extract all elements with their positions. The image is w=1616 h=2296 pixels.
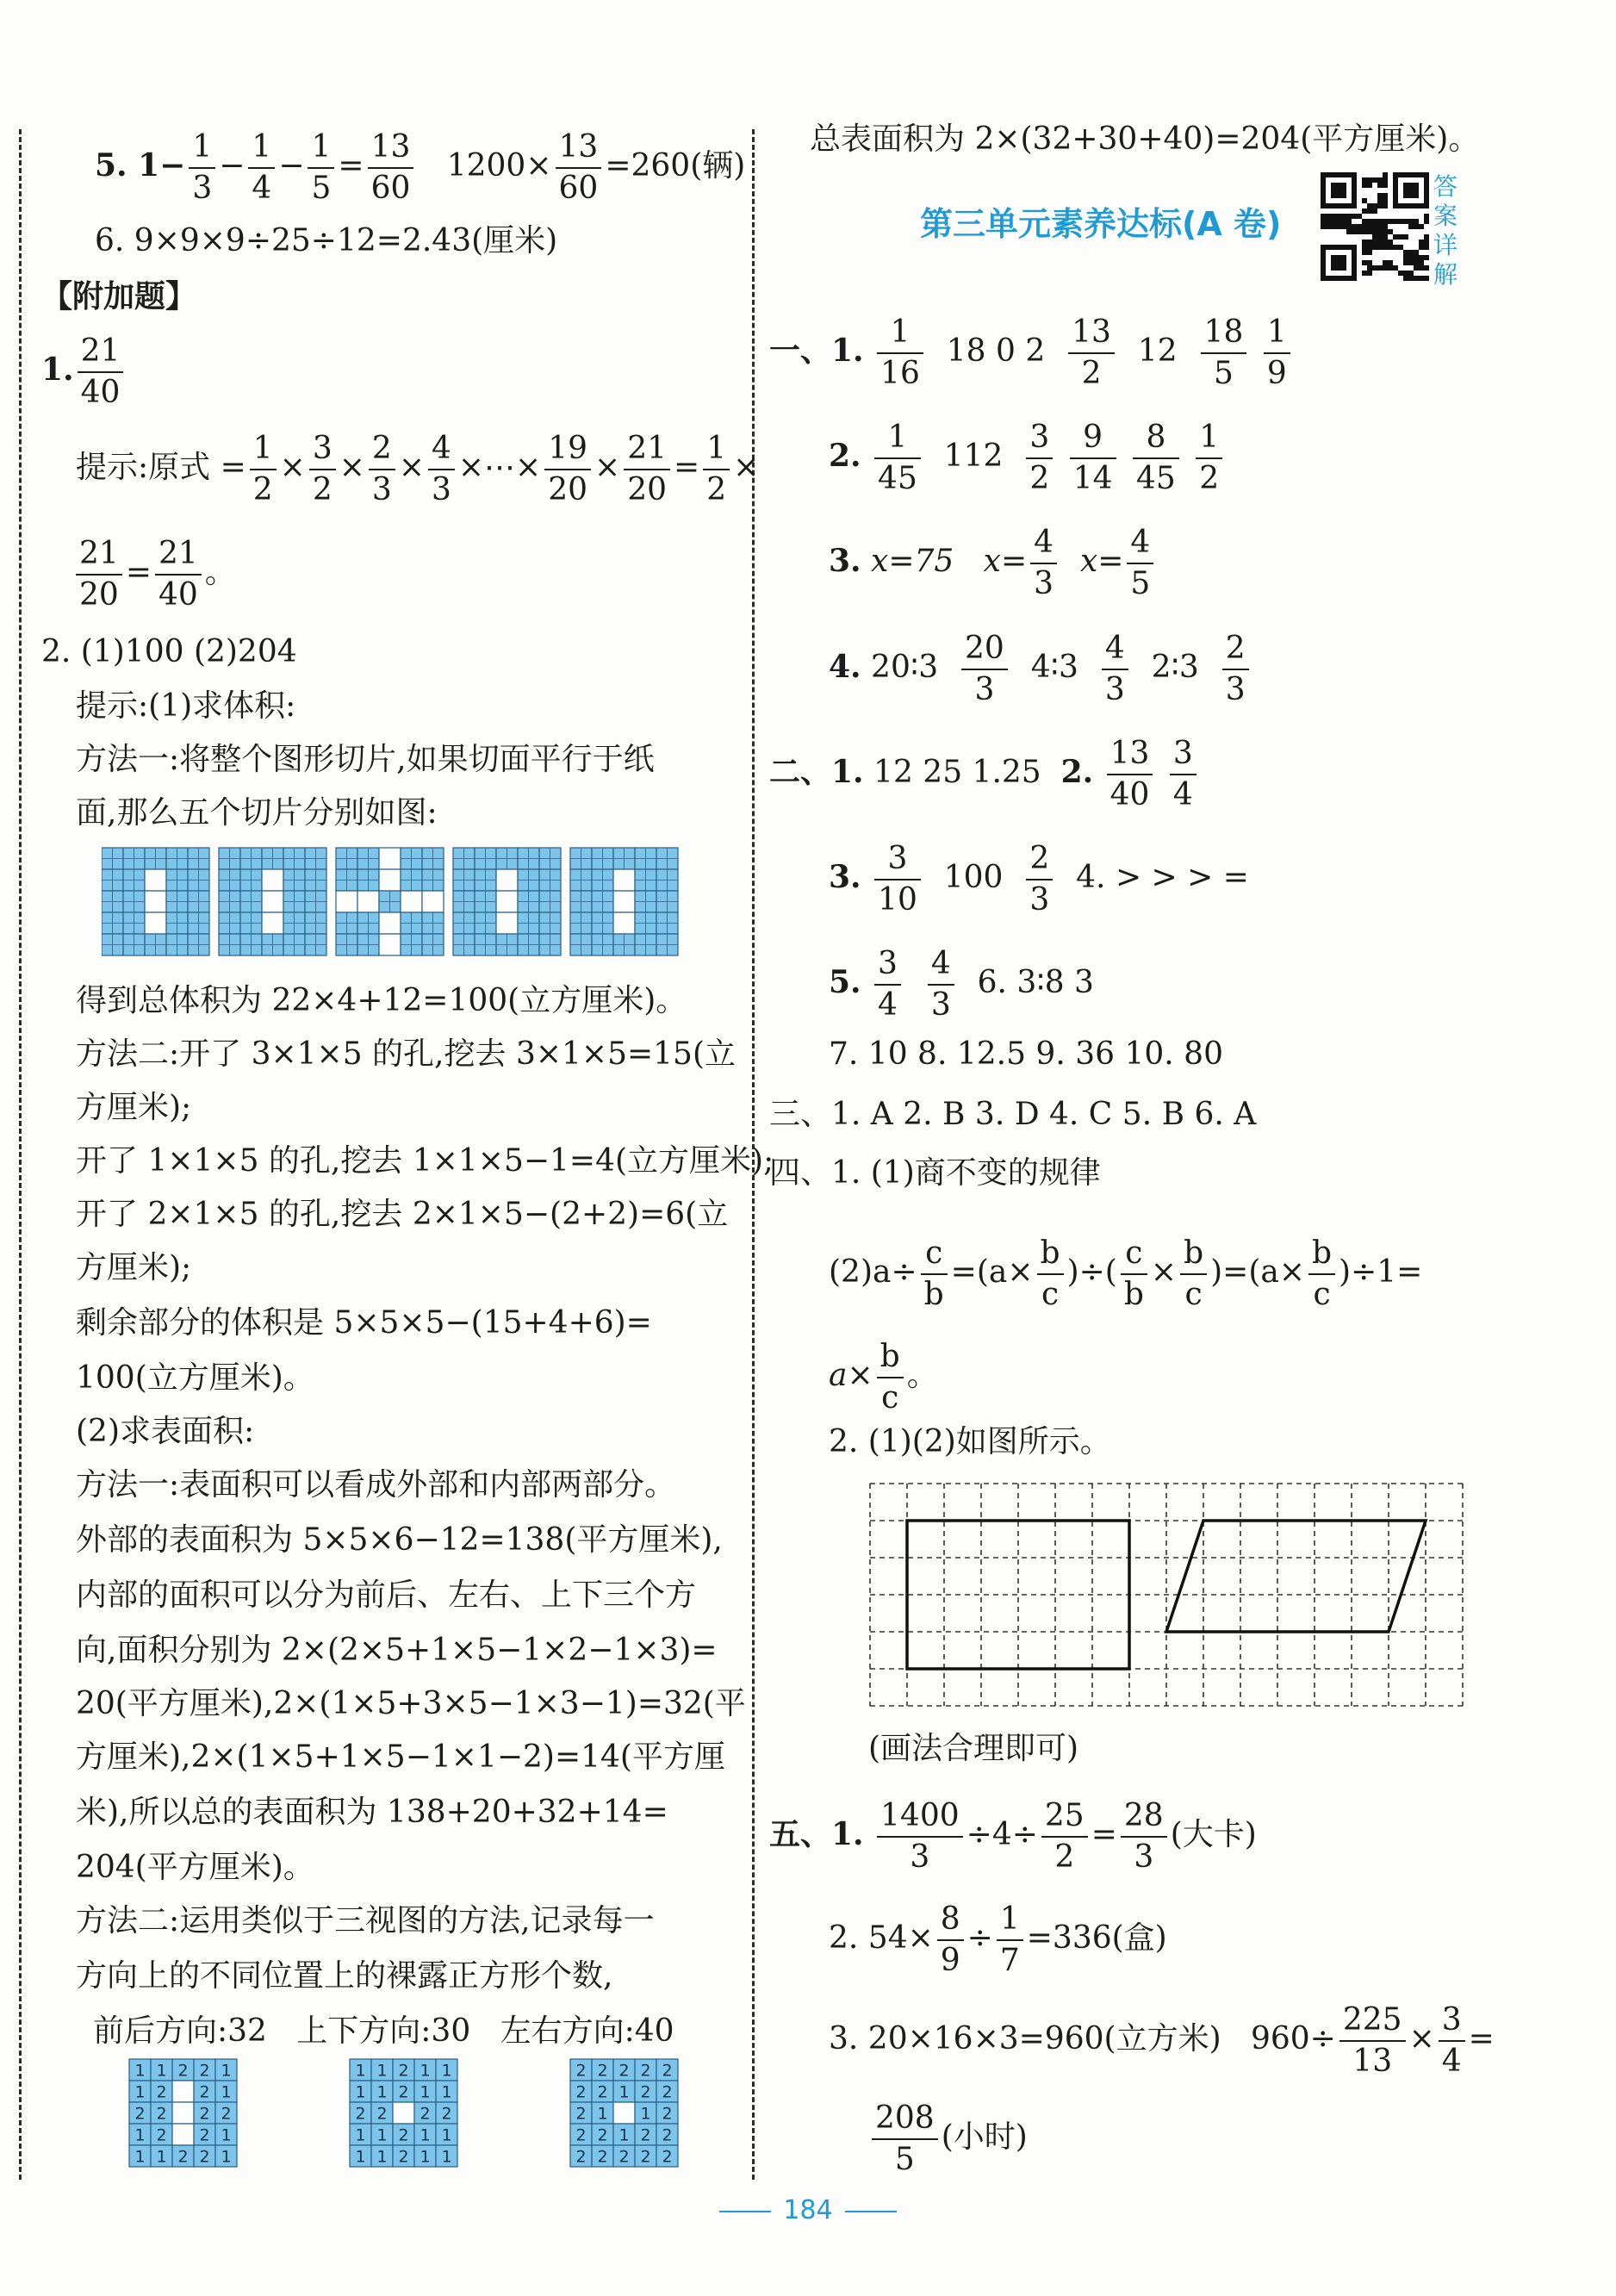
fraction: $\frac{13}{60}$ — [368, 128, 414, 208]
slice-cell — [401, 891, 422, 912]
view-count: 1 — [618, 2082, 630, 2102]
view-count: 1 — [376, 2061, 388, 2081]
view-count: 2 — [398, 2147, 409, 2167]
hint-line: 向,面积分别为 2×(2×5+1×5−1×2−1×3)= — [76, 1633, 718, 1668]
slice-cell — [357, 891, 379, 912]
section-title: 第三单元素养达标(A 卷) — [920, 205, 1282, 243]
view-front-grid — [127, 2057, 244, 2169]
view-count: 1 — [441, 2147, 452, 2167]
view-count: 2 — [134, 2104, 146, 2124]
part4-q1: 四、1. (1)商不变的规律 — [769, 1155, 1101, 1191]
slice-cell — [262, 912, 283, 934]
view-count: 2 — [156, 2125, 167, 2145]
part1-q1: 一、1. $\frac{1}{16}$ 18 0 2 $\frac{13}{2}$ 12 $\frac{18}{5}$ $\frac{1}{9}$ — [769, 313, 1294, 394]
qr-note: 答 案 详 解 — [1433, 172, 1458, 289]
drawn-parallelogram — [1166, 1521, 1426, 1632]
view-count: 1 — [420, 2082, 431, 2102]
hint-line: 内部的面积可以分为前后、左右、上下三个方 — [76, 1577, 697, 1613]
view-count: 2 — [199, 2061, 210, 2081]
slice-grid — [336, 848, 444, 955]
slice-cell — [145, 912, 166, 934]
answer-6: 6. 9×9×9÷25÷12=2.43(厘米) — [95, 223, 558, 258]
view-labels: 前后方向:32 上下方向:30 左右方向:40 — [93, 2013, 674, 2049]
view-count: 2 — [597, 2125, 608, 2145]
view-side-grid — [569, 2057, 685, 2169]
slice-cell — [379, 848, 401, 869]
view-count: 1 — [134, 2082, 146, 2102]
slice-grid — [219, 848, 326, 955]
view-count: 1 — [221, 2125, 232, 2145]
fraction: $\frac{1}{5}$ — [308, 128, 334, 208]
hint-line: 方法二:开了 3×1×5 的孔,挖去 3×1×5=15(立 — [76, 1036, 737, 1072]
view-cell — [172, 2102, 194, 2124]
hint-line: 开了 2×1×5 的孔,挖去 2×1×5−(2+2)=6(立 — [76, 1197, 729, 1232]
view-count: 2 — [398, 2125, 409, 2145]
fraction: $\frac{1}{4}$ — [248, 128, 275, 208]
view-count: 2 — [640, 2125, 651, 2145]
view-count: 2 — [156, 2082, 167, 2102]
slice-cell — [145, 891, 166, 912]
view-top-grid — [348, 2057, 464, 2169]
grid-drawing — [868, 1482, 1471, 1708]
view-count: 2 — [575, 2104, 587, 2124]
view-count: 2 — [640, 2082, 651, 2102]
part4-q2: 2. (1)(2)如图所示。 — [829, 1424, 1111, 1459]
view-count: 2 — [398, 2061, 409, 2081]
view-count: 2 — [662, 2104, 673, 2124]
view-cell — [393, 2102, 414, 2124]
view-count: 1 — [134, 2147, 146, 2167]
view-count: 1 — [355, 2147, 366, 2167]
part5-q3-cont: $\frac{208}{5}$ (小时) — [868, 2099, 1028, 2180]
view-count: 1 — [420, 2061, 431, 2081]
view-count: 1 — [156, 2147, 167, 2167]
hint-line: 方法一:表面积可以看成外部和内部两部分。 — [76, 1467, 676, 1503]
part5-q2: 2. 54× $\frac{8}{9}$ ÷ $\frac{1}{7}$ =336(盒) — [829, 1901, 1167, 1978]
slice-cell — [379, 912, 401, 934]
part2-q3: 3. $\frac{3}{10}$ 100 $\frac{2}{3}$ 4. > > > = — [829, 841, 1249, 918]
drawing-note: (画法合理即可) — [868, 1731, 1079, 1766]
view-count: 1 — [355, 2061, 366, 2081]
bonus-1: 1. $\frac{21}{40}$ — [41, 332, 127, 413]
view-count: 2 — [376, 2104, 388, 2124]
view-count: 2 — [177, 2061, 189, 2081]
answer-5: 5. 1− $\frac{1}{3}$ − $\frac{1}{4}$ − $\frac{1}{5}$ = $\frac{13}{60}$ 1200× $\frac{13}{60}$ =260(辆) — [95, 128, 745, 208]
view-count: 1 — [420, 2125, 431, 2145]
hint-line: 方厘米); — [76, 1250, 192, 1285]
hint-line: 面,那么五个切片分别如图: — [76, 795, 438, 831]
page-number: 184 — [0, 2195, 1616, 2225]
slice-cell — [262, 891, 283, 912]
view-count: 1 — [134, 2125, 146, 2145]
view-count: 2 — [618, 2147, 630, 2167]
view-count: 2 — [662, 2125, 673, 2145]
slice-cell — [613, 912, 635, 934]
view-count: 1 — [221, 2061, 232, 2081]
hint-line: 100(立方厘米)。 — [76, 1360, 314, 1396]
fraction: $\frac{13}{60}$ — [556, 128, 602, 208]
view-count: 2 — [420, 2104, 431, 2124]
hint-line: 方厘米),2×(1×5+1×5−1×1−2)=14(平方厘 — [76, 1739, 725, 1775]
view-count: 2 — [597, 2061, 608, 2081]
view-count: 1 — [156, 2061, 167, 2081]
view-count: 2 — [398, 2082, 409, 2102]
part1-q3: 3. x=75 x= $\frac{4}{3}$ x= $\frac{4}{5}$ — [829, 523, 1157, 604]
view-count: 2 — [575, 2061, 587, 2081]
hint-line: 得到总体积为 22×4+12=100(立方厘米)。 — [76, 983, 687, 1018]
part3: 三、1. A 2. B 3. D 4. C 5. B 6. A — [769, 1097, 1257, 1132]
view-cell — [172, 2124, 194, 2145]
hint-line: 提示:(1)求体积: — [76, 688, 296, 724]
view-cell — [172, 2081, 194, 2102]
hint-line: (2)求表面积: — [76, 1414, 255, 1449]
view-count: 2 — [441, 2104, 452, 2124]
slice-cell — [145, 869, 166, 891]
bonus-1-hint: 提示:原式 = $\frac{1}{2}$ × $\frac{3}{2}$ × $\frac{2}{3}$ × $\frac{4}{3}$ ×⋯× $\frac{19}{20}$ × $\frac{21}{20}$ = $\frac{1}{2}$ × — [76, 431, 760, 507]
part2-q7: 7. 10 8. 12.5 9. 36 10. 80 — [829, 1036, 1223, 1072]
left-margin-line — [19, 129, 22, 2180]
view-count: 2 — [199, 2125, 210, 2145]
fraction: $\frac{1}{3}$ — [189, 128, 215, 208]
fraction: $\frac{21}{40}$ — [78, 332, 124, 413]
slice-grid — [102, 848, 209, 955]
hint-line: 方法二:运用类似于三视图的方法,记录每一 — [76, 1903, 655, 1938]
view-count: 1 — [376, 2082, 388, 2102]
part1-q2: 2. $\frac{1}{45}$ 112 $\frac{3}{2}$ $\frac{9}{14}$ $\frac{8}{45}$ $\frac{1}{2}$ — [829, 418, 1226, 499]
hint-line: 方向上的不同位置上的裸露正方形个数, — [76, 1958, 613, 1994]
view-count: 1 — [376, 2147, 388, 2167]
view-count: 1 — [441, 2125, 452, 2145]
view-count: 1 — [355, 2125, 366, 2145]
slice-grid — [453, 848, 561, 955]
slice-cell — [613, 869, 635, 891]
view-count: 2 — [662, 2147, 673, 2167]
hint-line: 外部的表面积为 5×5×6−12=138(平方厘米), — [76, 1522, 723, 1558]
part1-q4: 4. 20∶3 $\frac{20}{3}$ 4∶3 $\frac{4}{3}$ 2∶3 $\frac{2}{3}$ — [829, 629, 1252, 710]
slice-cell — [496, 912, 518, 934]
slice-cell — [496, 869, 518, 891]
view-count: 1 — [618, 2125, 630, 2145]
slice-cell — [336, 891, 357, 912]
view-count: 2 — [156, 2104, 167, 2124]
view-count: 2 — [355, 2104, 366, 2124]
hint-line: 204(平方厘米)。 — [76, 1850, 314, 1885]
view-count: 1 — [221, 2082, 232, 2102]
part4-q1-2: (2)a÷ $\frac{c}{b}$ =(a× $\frac{b}{c}$ )÷( $\frac{c}{b}$ × $\frac{b}{c}$ )=(a× $\frac{b}{c}$ )÷1= — [829, 1235, 1423, 1312]
view-count: 2 — [199, 2104, 210, 2124]
part5-q3: 3. 20×16×3=960(立方米) 960÷ $\frac{225}{13}$ × $\frac{3}{4}$ = — [829, 2002, 1495, 2079]
view-count: 1 — [441, 2061, 452, 2081]
view-count: 1 — [420, 2147, 431, 2167]
view-count: 1 — [221, 2147, 232, 2167]
view-cell — [613, 2102, 635, 2124]
view-count: 1 — [355, 2082, 366, 2102]
view-count: 1 — [640, 2104, 651, 2124]
slice-cell — [613, 891, 635, 912]
surface-total: 总表面积为 2×(32+30+40)=204(平方厘米)。 — [810, 121, 1480, 157]
slice-grid — [570, 848, 678, 955]
view-count: 2 — [597, 2147, 608, 2167]
part2-q1: 二、1. 12 25 1.25 2. $\frac{13}{40}$ $\frac{3}{4}$ — [769, 734, 1200, 815]
view-count: 1 — [597, 2104, 608, 2124]
slice-cell — [379, 934, 401, 955]
view-count: 2 — [575, 2147, 587, 2167]
qr-code — [1321, 172, 1429, 281]
slice-cell — [379, 869, 401, 891]
view-count: 2 — [640, 2147, 651, 2167]
hint-line: 方厘米); — [76, 1090, 192, 1125]
part4-q1-2-cont: a× $\frac{b}{c}$ 。 — [829, 1339, 938, 1416]
view-count: 2 — [199, 2082, 210, 2102]
bonus-1-hint-cont: $\frac{21}{20}$ = $\frac{21}{40}$ 。 — [72, 534, 236, 615]
part5-q1: 五、1. $\frac{1400}{3}$ ÷4÷ $\frac{25}{2}$ = $\frac{28}{3}$ (大卡) — [769, 1798, 1257, 1875]
slice-diagrams — [102, 846, 705, 958]
view-count: 1 — [441, 2082, 452, 2102]
bonus-heading: 【附加题】 — [41, 278, 197, 314]
view-count: 1 — [134, 2061, 146, 2081]
part2-q5: 5. $\frac{3}{4}$ $\frac{4}{3}$ 6. 3∶8 3 — [829, 946, 1094, 1023]
view-count: 2 — [575, 2082, 587, 2102]
view-count: 2 — [597, 2082, 608, 2102]
hint-line: 开了 1×1×5 的孔,挖去 1×1×5−1=4(立方厘米); — [76, 1143, 774, 1179]
view-count: 2 — [662, 2082, 673, 2102]
bonus-2: 2. (1)100 (2)204 — [41, 634, 297, 669]
slice-cell — [422, 891, 444, 912]
hint-line: 方法一:将整个图形切片,如果切面平行于纸 — [76, 742, 655, 777]
view-count: 2 — [575, 2125, 587, 2145]
hint-line: 剩余部分的体积是 5×5×5−(15+4+6)= — [76, 1305, 652, 1341]
slice-cell — [496, 891, 518, 912]
view-count: 2 — [177, 2147, 189, 2167]
view-count: 2 — [221, 2104, 232, 2124]
slice-cell — [262, 869, 283, 891]
hint-line: 20(平方厘米),2×(1×5+3×5−1×3−1)=32(平 — [76, 1686, 746, 1721]
view-count: 2 — [640, 2061, 651, 2081]
view-count: 2 — [199, 2147, 210, 2167]
view-count: 1 — [376, 2125, 388, 2145]
hint-line: 米),所以总的表面积为 138+20+32+14= — [76, 1795, 668, 1830]
view-count: 2 — [662, 2061, 673, 2081]
view-count: 2 — [618, 2061, 630, 2081]
